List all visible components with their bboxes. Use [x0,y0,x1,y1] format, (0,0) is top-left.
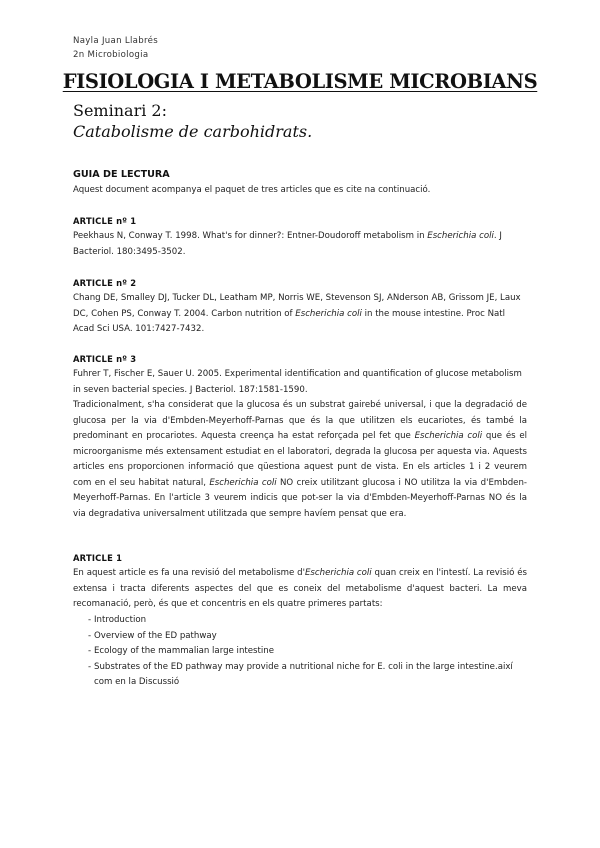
seminar-subtitle: Catabolisme de carbohidrats. [73,122,313,141]
paragraph-text: quan creix en l'intestí. La revisió és extensa i tracta diferents aspectes del que es coneix del metabolisme d'aquest bacteri. La meva recomanació, però, és que et concentris en els quatre primeres partats: [73,568,527,609]
ref-text: DC, Cohen PS, Conway T. 2004. Carbon nutrition of [73,308,296,319]
article-2-heading: ARTICLE nº 2 [73,278,137,288]
ref-text: Chang DE, Smalley DJ, Tucker DL, Leatham MP, Norris WE, Stevenson SJ, ANderson AB, Grissom JE, Laux [73,293,521,303]
list-item-text: Substrates of the ED pathway may provide a nutritional niche for E. coli in the large intestine.així [94,661,513,672]
article-1-section-heading: ARTICLE 1 [73,553,123,563]
guide-intro: Aquest document acompanya el paquet de tres articles que es cite na continuació. [73,185,431,195]
course-label: 2n Microbiologia [73,50,149,60]
section-list [88,613,527,691]
article-3-reference [73,367,527,398]
paragraph-text: En aquest article es fa una revisió del metabolisme d' [73,568,305,578]
ref-text: Acad Sci USA. 101:7427-7432. [73,324,205,334]
intro-paragraph [73,398,527,522]
list-item-text: Overview of the ED pathway [94,630,217,641]
list-item-text: Introduction [94,615,147,625]
article-1-heading: ARTICLE nº 1 [73,216,137,226]
article-2-reference [73,291,527,338]
ref-text: . J [493,231,502,241]
species-name: Escherichia coli [414,431,483,441]
article-1-section-paragraph [73,566,527,613]
paragraph-text: NO creix utilitzant glucosa i NO utilitza la via d'Embden-Meyerhoff-Parnas. En l'article 3 veurem indicis que pot-ser la via d'Embden-Meyerhoff-Parnas NO és la via degradativa universalment utilitzada que sempre havíem pensat que era. [73,477,527,519]
list-item: - Introduction [88,615,147,625]
document-title: FISIOLOGIA I METABOLISME MICROBIANS [62,70,538,93]
list-item-continuation: com en la Discussió [94,677,180,687]
list-item: - Substrates of the ED pathway may provide a nutritional niche for E. coli in the large intestine.així com en la Discussió [88,660,527,691]
ref-text: in seven bacterial species. J Bacteriol. 187:1581-1590. [73,384,308,395]
ref-text: in the mouse intestine. Proc Natl [361,308,506,319]
ref-text: Peekhaus N, Conway T. 1998. What's for dinner?: Entner-Doudoroff metabolism in [73,231,428,241]
ref-text: Bacteriol. 180:3495-3502. [73,246,186,257]
list-item-text: Ecology of the mammalian large intestine [94,646,275,656]
paragraph-text: que és el microorganisme més extensament estudiat en el laboratori, degrada la glucosa per aquesta via. Aquests articles ens proporcionen informació que qüestiona aquest punt de vista. En els articles 1 i 2 veurem com en el seu habitat natural, [73,431,528,488]
paragraph-text: Tradicionalment, s'ha considerat que la glucosa és un substrat gairebé universal, i que la degradació de glucosa per la via d'Embden-Meyerhoff-Parnas que és la que utilitzen els eucariotes, és també la predominant en procariotes. Aquesta creença ha estat reforçada pel fet que [73,400,527,441]
article-3-heading: ARTICLE nº 3 [73,354,137,364]
species-name: Escherichia coli [427,231,494,241]
list-item: - Ecology of the mammalian large intestine [88,646,275,656]
article-1-reference [73,229,527,260]
seminar-label: Seminari 2: [73,101,167,120]
list-item: - Overview of the ED pathway [88,630,217,641]
species-name: Escherichia coli [209,477,277,488]
species-name: Escherichia coli [295,308,362,319]
species-name: Escherichia coli [304,568,372,578]
guide-heading: GUIA DE LECTURA [73,169,170,180]
ref-text: Fuhrer T, Fischer E, Sauer U. 2005. Experimental identification and quantification of glucose metabolism [73,369,522,379]
author-name: Nayla Juan Llabrés [73,36,158,46]
